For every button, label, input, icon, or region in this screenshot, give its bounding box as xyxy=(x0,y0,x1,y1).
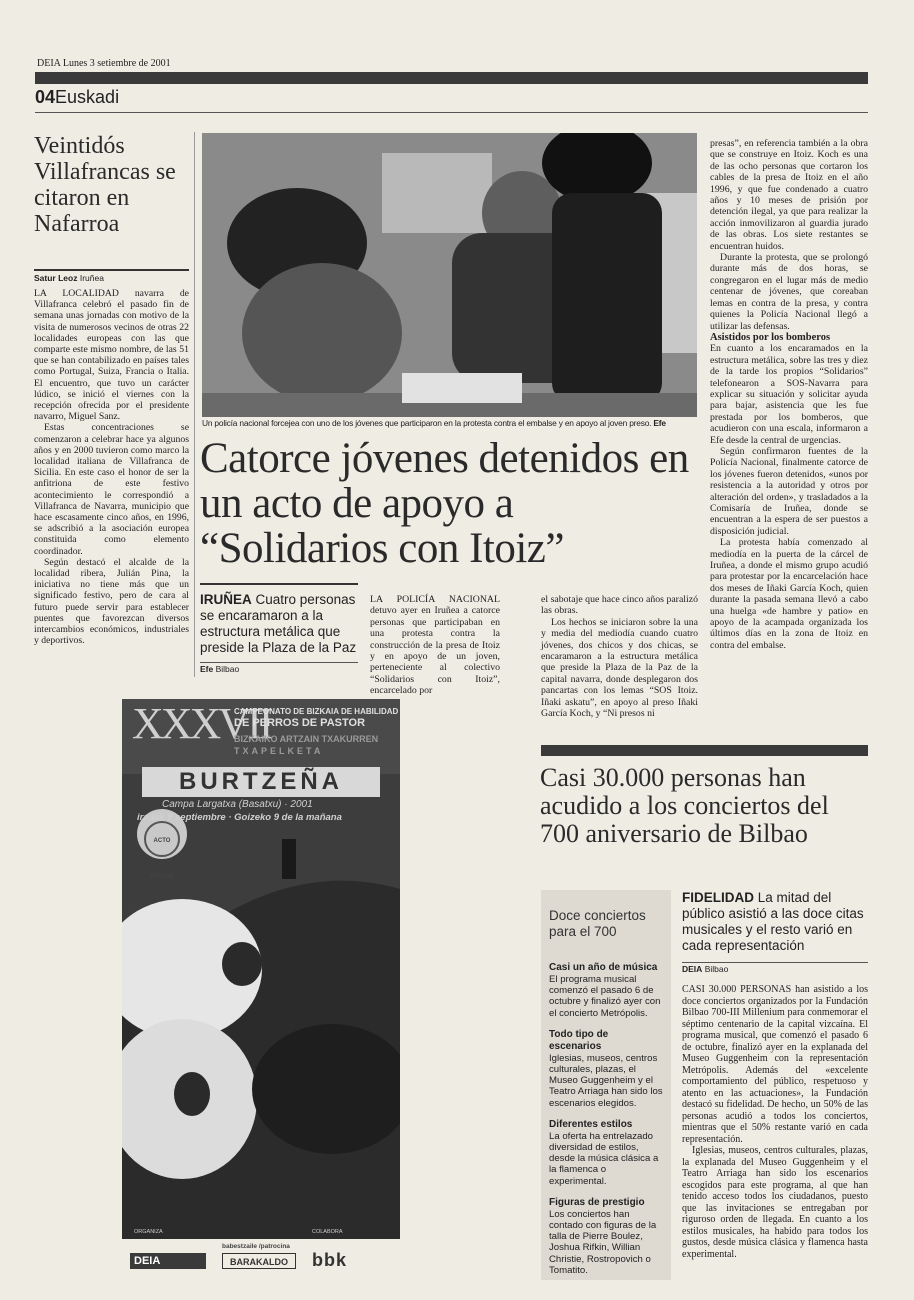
sidebar-block xyxy=(549,1029,663,1109)
itoiz-rule xyxy=(200,583,358,585)
bilbao-byline xyxy=(682,964,728,974)
paragraph: LA POLICÍA NACIONAL detuvo ayer en Iruñea a catorce personas que participaban en una protesta contra la construcción de la presa de Itoiz y en apoyo de un joven, perteneciente al colectivo “Solidarios con Itoiz”, encarcelado por xyxy=(370,594,500,697)
caption-credit: Efe xyxy=(653,418,666,428)
bilbao-lead-rule xyxy=(682,962,868,963)
poster-line4: TXAPELKETA xyxy=(234,746,324,756)
bilbao-sidebar xyxy=(541,890,671,1280)
bilbao-body xyxy=(682,984,868,1260)
paragraph: LA LOCALIDAD navarra de Villafranca celebró el pasado fin de semana unas jornadas con motivo de la visita de numerosos vecinos de otras 22 localidades europeas con las que comparte este mismo nombre, de las 51 que se han contabilizado en países tales como Portugal, Suiza, Francia o Italia. El encuentro, que tuvo un carácter lúdico, se inició el viernes con la recepción ofrecida por el presidente navarro, Miguel Sanz. xyxy=(34,288,189,423)
poster-colabora: COLABORA xyxy=(312,1229,343,1235)
section-name: Euskadi xyxy=(55,87,120,107)
photo-caption xyxy=(202,418,697,429)
poster-ad xyxy=(122,699,400,1273)
itoiz-lead-rule xyxy=(200,662,358,663)
bilbao-lead xyxy=(682,890,868,954)
sidebar-block-title: Casi un año de música xyxy=(549,962,658,973)
sidebar-block-body: Los conciertos han contado con figuras de la talla de Pierre Boulez, Joshua Rifkin, Willian Christie, Rostropovich o Tomatito. xyxy=(549,1208,657,1276)
sidebar-block-body: La oferta ha entrelazado diversidad de estilos, desde la música clásica a la flamenca o experimental. xyxy=(549,1130,659,1187)
poster-logo-bbk: bbk xyxy=(312,1250,348,1270)
lead-text: La mitad del público asistió a las doce citas musicales y el resto varió en cada representación xyxy=(682,890,864,953)
byline-name: Satur Leoz xyxy=(34,273,78,283)
paragraph: Según confirmaron fuentes de la Policía Nacional, finalmente catorce de los jóvenes fueron detenidos, «unos por resistencia a la autoridad y otros por alteración del orden», y trasladados a la Comisaría de Iruñea, donde se encuentran a la espera de ser puestos a disposición judicial. xyxy=(710,445,868,537)
villafranca-rule xyxy=(34,269,189,271)
byline-place: Bilbao xyxy=(215,664,240,674)
poster-campa: Campa Largatxa (Basatxu) · 2001 xyxy=(162,799,313,810)
sidebar-block xyxy=(549,1197,663,1276)
poster-line2: DE PERROS DE PASTOR xyxy=(234,717,366,729)
column-divider xyxy=(194,132,195,677)
byline-place: Bilbao xyxy=(704,964,729,974)
paragraph: Estas concentraciones se comenzaron a celebrar hace ya algunos años y en 2000 tuvieron como marco la localidad italiana de Villafranca de Sicilia. En este caso el honor de ser la anfitriona de este festivo acontecimiento le correspondió a Villafranca de Navarra, municipio que hace escasamente cinco años, en 1996, se adscribió a la asociación europea constituida como elemento coordinador. xyxy=(34,422,189,557)
photo-illustration xyxy=(202,133,697,417)
masthead-bar xyxy=(35,72,868,84)
sidebar-block xyxy=(549,962,663,1019)
sidebar-block-title: Figuras de prestigio xyxy=(549,1196,645,1208)
subheading: Asistidos por los bomberos xyxy=(710,331,831,343)
lead-word: FIDELIDAD xyxy=(682,890,754,905)
protest-photo xyxy=(202,133,697,417)
poster-date: irailak 9 septiembre · Goizeko 9 de la mañana xyxy=(137,812,342,823)
paragraph: Durante la protesta, que se prolongó durante más de dos horas, se congregaron en el lugar más de medio centenar de jóvenes, que coreaban lemas en contra de la presa, y contra quienes la Policía Nacional llegó a utilizar las defensas. xyxy=(710,252,868,332)
paragraph: presas”, en referencia también a la obra que se construye en Itoiz. Koch es una de las ocho personas que cortaron los cables de la presa de Itoiz en el año 1996, y que fue condenado a cuatro años y 10 meses de prisión por detención ilegal, ya que para realizar la acción inmovilizaron al guardia jurado de las obras. Los siete restantes se encuentran huidos. xyxy=(710,138,868,252)
byline-name: Efe xyxy=(200,664,214,674)
paragraph: CASI 30.000 PERSONAS han asistido a los doce conciertos organizados por la Fundación Bilbao 700-III Millenium para conmemorar el séptimo centenario de la capital vizcaína. El programa musical, que comenzó el pasado 6 de octubre, finalizó ayer en la explanada del Museo Guggenheim con la representación Metrópolis. Además del «excelente comportamiento del público, respetuoso y atento en las actuaciones», la Fundación destacó su fidelidad. De hecho, un 50% de las personas acudió a todos los conciertos, mientras que el 50% restante varió en cada representación. xyxy=(682,984,868,1145)
caption-text: Un policía nacional forcejea con uno de los jóvenes que participaron en la protesta contra el embalse y en apoyo al joven preso. xyxy=(202,418,652,428)
poster-organiza: ORGANIZA xyxy=(134,1229,163,1235)
paragraph: Los hechos se iniciaron sobre la una y media del mediodía cuando cuatro jóvenes, dos chicos y dos chicas, se encaramaron a la estructura metálica que preside la Plaza de la Paz de la capital navarra, donde desplegaron dos pancartas con los lemas “SOS Itoiz. Iñaki askatu”, en apoyo al preso Iñaki García Koch, y “Ni presos ni xyxy=(541,616,698,720)
sidebar-block-title: Diferentes estilos xyxy=(549,1118,633,1130)
villafranca-headline: Veintidós Villafrancas se citaron en Nafarroa xyxy=(34,133,176,237)
itoiz-col1 xyxy=(370,594,500,697)
paragraph: La protesta había comenzado al mediodía en la puerta de la cárcel de Iruñea, a donde el mismo grupo acudió para protestar por la encarcelación hace dos meses de Iñaki García Koch, quien durante la pasada semana llevó a cabo una huelga «de hambre y patio» en apoyo de la acampada organizada los últimos días en la zona de Itoiz en contra del embalse. xyxy=(710,537,868,651)
poster-line3: BIZKAIKO ARTZAIN TXAKURREN xyxy=(234,734,379,744)
section-rule xyxy=(35,112,868,113)
section-label xyxy=(35,86,119,108)
page-number: 04 xyxy=(35,87,56,107)
paragraph: Iglesias, museos, centros culturales, plazas, la explanada del Museo Guggenheim y el Teatro Arriaga han sido los escenarios escogidos para este programa, al que han tenido acceso todos los ciudadanos, puesto que las invitaciones se entregaban por riguroso orden de llegada. En cuanto a los estilos musicales, ha habido para todos los gustos, desde música clásica y flamenca hasta experimental. xyxy=(682,1145,868,1260)
sidebar-block xyxy=(549,1119,663,1187)
villafranca-body xyxy=(34,288,189,647)
date-line: DEIA Lunes 3 setiembre de 2001 xyxy=(37,58,171,69)
itoiz-col2 xyxy=(541,594,698,719)
itoiz-lead xyxy=(200,592,360,656)
poster-place: BURTZEÑA xyxy=(179,768,343,795)
poster-patrocina: babestzaile /patrocina xyxy=(222,1243,290,1250)
paragraph: el sabotaje que hace cinco años paralizó las obras. xyxy=(541,594,698,617)
byline-name: DEIA xyxy=(682,964,703,974)
poster-logo-barakaldo: BARAKALDO xyxy=(222,1253,296,1269)
itoiz-headline: Catorce jóvenes detenidos en un acto de apoyo a “Solidarios con Itoiz” xyxy=(200,435,689,572)
sidebar-title: Doce conciertos para el 700 xyxy=(549,908,646,939)
poster-year: 2001 xyxy=(290,799,313,810)
itoiz-right-col xyxy=(710,138,868,651)
poster-campa-text: Campa Largatxa (Basatxu) xyxy=(162,799,282,810)
bilbao-top-bar xyxy=(541,745,868,756)
sidebar-block-title: Todo tipo de escenarios xyxy=(549,1028,609,1052)
poster-line1: CAMPEONATO DE BIZKAIA DE HABILIDAD xyxy=(234,707,399,716)
poster-logo-deia: DEIA xyxy=(130,1253,206,1269)
bilbao-headline: Casi 30.000 personas han acudido a los conciertos del 700 aniversario de Bilbao xyxy=(540,763,829,848)
villafranca-byline xyxy=(34,273,104,283)
sidebar-block-body: Iglesias, museos, centros culturales, plazas, el Museo Guggenheim y el Teatro Arriaga han sido los escenarios elegidos. xyxy=(549,1052,663,1109)
byline-place: Iruñea xyxy=(79,273,104,283)
lead-text: Cuatro personas se encaramaron a la estructura metálica que preside la Plaza de la Paz xyxy=(200,592,357,655)
sidebar-block-body: El programa musical comenzó el pasado 6 de octubre y finalizó ayer con el concierto Metrópolis. xyxy=(549,974,661,1019)
paragraph: Según destacó el alcalde de la localidad ribera, Julián Pina, la iniciativa no tiene más que un significado festivo, pero de cara al futuro puede servir para establecer puentes que favorezcan diversos intercambios económicos, industriales y deportivos. xyxy=(34,556,189,647)
itoiz-byline xyxy=(200,664,239,674)
lead-place: IRUÑEA xyxy=(200,592,252,607)
poster-roman: XXXVII xyxy=(132,699,271,748)
poster-stamp: ACTO OFICIAL xyxy=(144,821,180,857)
paragraph: En cuanto a los encaramados en la estructura metálica, sobre las tres y diez de la tarde los propios “Solidarios” telefonearon a SOS-Navarra para explicar su situación y solicitar ayuda para bajar, asistencia que les fue prestada por los bomberos, que acudieron con una escala, informaron a Efe desde la central de urgencias. xyxy=(710,343,868,446)
